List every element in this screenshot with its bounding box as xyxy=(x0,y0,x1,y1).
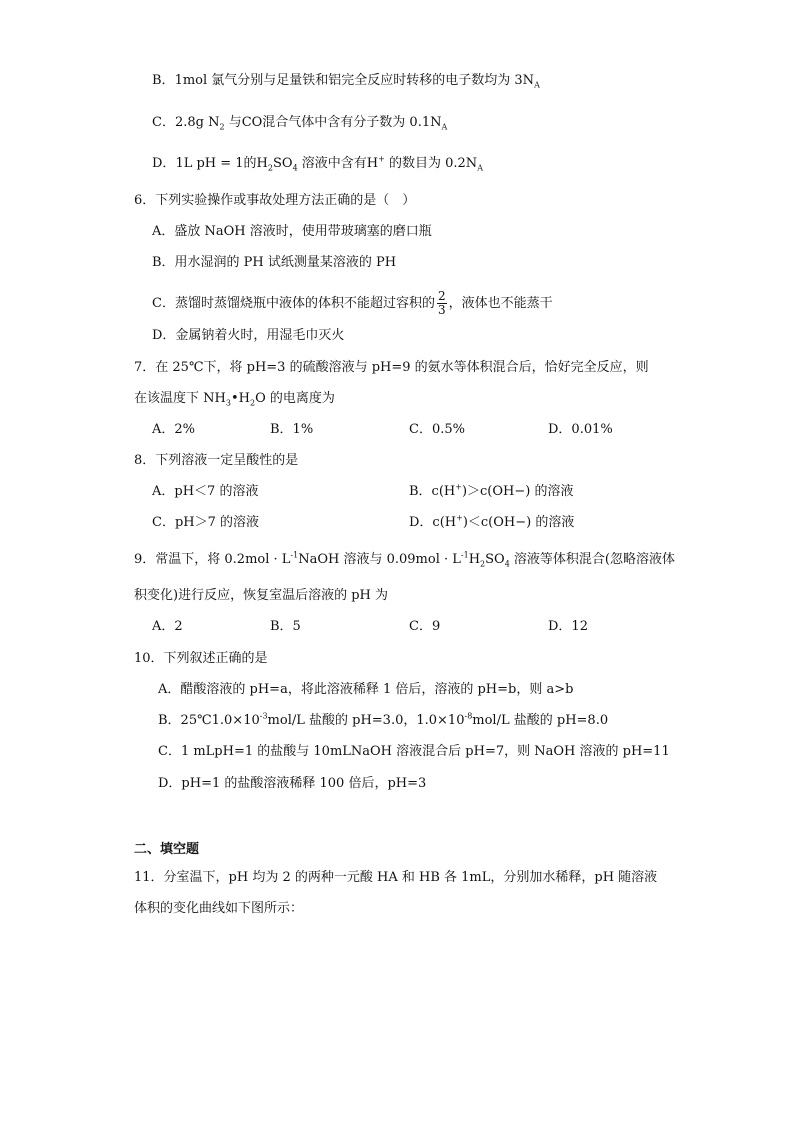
option-text: )＞c(OH−) 的溶液 xyxy=(461,484,574,499)
q6-option-b: B．用水湿润的 PH 试纸测量某溶液的 PH xyxy=(152,255,397,270)
q10-stem: 10．下列叙述正确的是 xyxy=(134,651,268,666)
subscript: A xyxy=(534,80,540,90)
q7-option-b: B．1% xyxy=(270,422,314,437)
q9-option-a: A．2 xyxy=(152,619,183,634)
q6-option-c xyxy=(152,290,553,317)
option-text: mol/L 盐酸的 pH=3.0，1.0×10 xyxy=(267,713,465,728)
stem-text: SO xyxy=(485,552,505,567)
q6-option-d: D．金属钠着火时，用湿毛巾灭火 xyxy=(152,328,345,343)
stem-text: 9．常温下，将 0.2mol · L xyxy=(134,552,291,567)
superscript: + xyxy=(455,482,462,492)
stem-text: 溶液等体积混合(忽略溶液体 xyxy=(509,552,676,567)
option-label: D． xyxy=(152,156,176,171)
q8-stem: 8．下列溶液一定呈酸性的是 xyxy=(134,453,299,468)
q5-option-d xyxy=(152,155,483,173)
superscript: -8 xyxy=(464,711,473,721)
option-text: 溶液中含有H xyxy=(297,156,379,171)
stem-text: 在该温度下 NH xyxy=(134,391,226,406)
q8-option-c: C．pH＞7 的溶液 xyxy=(152,515,260,530)
option-text: B．25℃1.0×10 xyxy=(158,713,260,728)
option-text: 的数目为 0.2N xyxy=(384,156,478,171)
q10-option-a: A．醋酸溶液的 pH=a，将此溶液稀释 1 倍后，溶液的 pH=b，则 a>b xyxy=(158,682,574,697)
q5-option-b xyxy=(152,72,540,90)
section-heading: 二、填空题 xyxy=(134,842,200,857)
subscript: 2 xyxy=(249,398,256,408)
q7-stem-line1: 7．在 25℃下，将 pH=3 的硫酸溶液与 pH=9 的氨水等体积混合后，恰好完全反应，则 xyxy=(134,360,649,375)
q10-option-b xyxy=(158,712,608,730)
option-text: C．蒸馏时蒸馏烧瓶中液体的体积不能超过容积的 xyxy=(152,296,435,311)
q8-option-d xyxy=(409,514,574,532)
q9-option-d: D．12 xyxy=(548,619,588,634)
option-text: B．c(H xyxy=(409,484,456,499)
q8-option-b xyxy=(409,483,573,501)
q6-stem: 6．下列实验操作或事故处理方法正确的是（ ） xyxy=(134,193,416,208)
option-text: ，液体也不能蒸干 xyxy=(448,296,553,311)
superscript: -1 xyxy=(460,550,469,560)
option-text: 1mol 氯气分别与足量铁和铝完全反应时转移的电子数均为 3N xyxy=(174,73,535,88)
q10-option-c: C．1 mLpH=1 的盐酸与 10mLNaOH 溶液混合后 pH=7，则 NaOH 溶液的 pH=11 xyxy=(158,744,670,759)
subscript: 2 xyxy=(219,122,225,132)
option-text: )＜c(OH−) 的溶液 xyxy=(462,515,575,530)
q11-stem-line2: 体积的变化曲线如下图所示： xyxy=(134,901,304,916)
option-text: 2.8g N xyxy=(174,115,220,130)
q10-option-d: D．pH=1 的盐酸溶液稀释 100 倍后，pH=3 xyxy=(158,776,427,791)
q7-stem-line2 xyxy=(134,390,335,408)
subscript: A xyxy=(441,122,448,132)
fraction-denominator: 3 xyxy=(437,303,446,317)
option-text: 1L pH = 1的H xyxy=(175,156,268,171)
fraction-numerator: 2 xyxy=(437,289,446,303)
superscript: + xyxy=(378,154,385,164)
q9-option-b: B．5 xyxy=(270,619,301,634)
stem-text: •H xyxy=(230,391,250,406)
q5-option-c xyxy=(152,114,447,132)
q9-stem-line1 xyxy=(134,551,675,569)
option-text: mol/L 盐酸的 pH=8.0 xyxy=(472,713,609,728)
q7-option-a: A．2% xyxy=(152,422,196,437)
fraction xyxy=(437,290,447,317)
superscript: -3 xyxy=(259,711,268,721)
q8-option-a: A．pH＜7 的溶液 xyxy=(152,484,259,499)
option-label: B． xyxy=(152,73,175,88)
option-label: C． xyxy=(152,115,175,130)
q9-stem-line2: 积变化)进行反应，恢复室温后溶液的 pH 为 xyxy=(134,588,388,603)
subscript: 2 xyxy=(267,163,273,173)
subscript: 4 xyxy=(292,163,298,173)
stem-text: O 的电离度为 xyxy=(255,391,335,406)
q7-option-d: D．0.01% xyxy=(548,422,613,437)
q9-option-c: C．9 xyxy=(409,619,441,634)
option-text: SO xyxy=(273,156,293,171)
subscript: A xyxy=(477,163,483,173)
q6-option-a: A．盛放 NaOH 溶液时，使用带玻璃塞的磨口瓶 xyxy=(152,224,432,239)
option-text: 与CO混合气体中含有分子数为 0.1N xyxy=(224,115,442,130)
option-text: D．c(H xyxy=(409,515,457,530)
stem-text: H xyxy=(468,552,481,567)
subscript: 3 xyxy=(225,398,231,408)
subscript: 4 xyxy=(504,559,510,569)
superscript: -1 xyxy=(290,550,299,560)
q7-option-c: C．0.5% xyxy=(409,422,465,437)
subscript: 2 xyxy=(480,559,486,569)
stem-text: NaOH 溶液与 0.09mol · L xyxy=(298,552,461,567)
q11-stem-line1: 11．分室温下，pH 均为 2 的两种一元酸 HA 和 HB 各 1mL，分别加水稀释，pH 随溶液 xyxy=(134,870,658,885)
superscript: + xyxy=(456,513,463,523)
